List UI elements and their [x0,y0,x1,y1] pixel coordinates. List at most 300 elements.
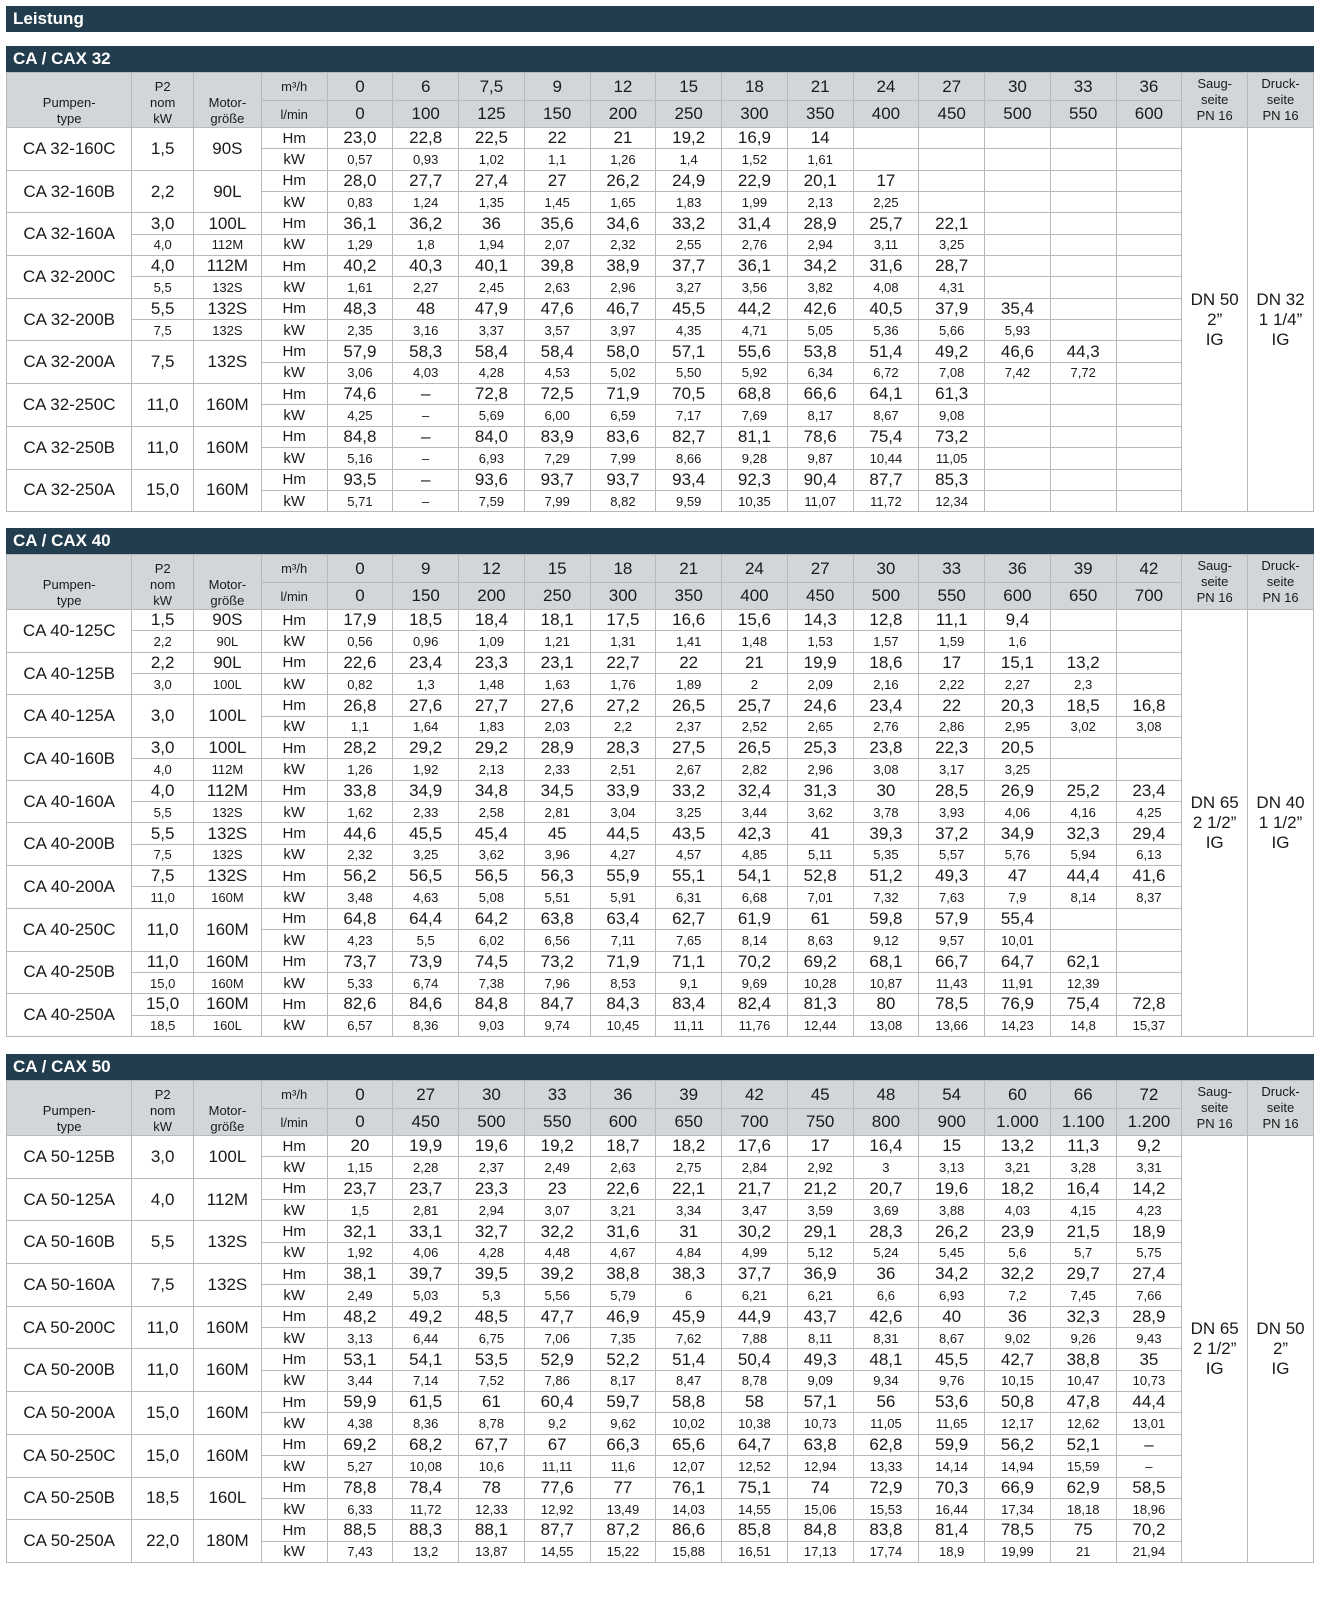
flow-m3h: 21 [656,555,722,583]
power-value: 1,48 [459,674,525,695]
power-value: 1,26 [327,759,393,780]
unit-hm: Hm [261,908,327,929]
power-value: 4,63 [393,887,459,908]
column-header-discharge: Druck- seite PN 16 [1248,555,1314,610]
power-value [1050,320,1116,341]
power-value: 4,27 [590,844,656,865]
motor-size-alt: 132S [193,277,261,298]
unit-kw: kW [261,1157,327,1178]
power-value [1050,277,1116,298]
head-value: 21,5 [1050,1221,1116,1242]
power-value: 4,23 [327,930,393,951]
unit-hm: Hm [261,1520,327,1541]
unit-hm: Hm [261,384,327,405]
head-value: 39,2 [524,1264,590,1285]
power-value: 13,33 [853,1456,919,1477]
discharge-connection: DN 50 2” IG [1248,1136,1314,1563]
power-value: 13,66 [919,1015,985,1036]
power-value: 3,21 [590,1200,656,1221]
head-value: 32,1 [327,1221,393,1242]
power-value: 15,53 [853,1498,919,1519]
motor-size: 180M [193,1520,261,1563]
flow-lmin: 250 [656,101,722,128]
head-value: 40,2 [327,256,393,277]
flow-lmin: 400 [853,101,919,128]
flow-lmin: 1.000 [985,1109,1051,1136]
column-header-pump-type: Pumpen- type [7,1081,132,1136]
head-value: 58,8 [656,1392,722,1413]
power-value: 17,13 [787,1541,853,1562]
power-value: 4,28 [459,1242,525,1263]
power-value: 11,43 [919,972,985,993]
power-value: 8,17 [787,405,853,426]
pump-name: CA 40-125C [7,610,132,653]
power-value: 7,01 [787,887,853,908]
power-value: 4,35 [656,320,722,341]
head-value: 58,3 [393,341,459,362]
table-row [7,234,1314,255]
head-value: 77 [590,1477,656,1498]
unit-hm: Hm [261,298,327,319]
head-value: 55,6 [722,341,788,362]
head-value: 58,0 [590,341,656,362]
flow-lmin: 200 [590,101,656,128]
head-value: 61,3 [919,384,985,405]
motor-size-alt: 112M [193,759,261,780]
head-value: 18,6 [853,652,919,673]
head-value: 32,2 [524,1221,590,1242]
head-value: 31,4 [722,213,788,234]
unit-kw: kW [261,1498,327,1519]
head-value: 32,2 [985,1264,1051,1285]
head-value: 57,9 [327,341,393,362]
motor-size: 90S [193,610,261,631]
head-value: 59,9 [919,1434,985,1455]
unit-lmin: l/min [261,583,327,610]
head-value: 40 [919,1306,985,1327]
head-value: 37,7 [722,1264,788,1285]
power-value: 1,24 [393,192,459,213]
column-header-p2: P2 nom kW [132,1081,194,1136]
flow-m3h: 36 [590,1081,656,1109]
head-value: 81,1 [722,426,788,447]
motor-size: 132S [193,1221,261,1264]
flow-m3h: 45 [787,1081,853,1109]
motor-size-alt: 132S [193,320,261,341]
head-value: 53,8 [787,341,853,362]
head-value: 22,3 [919,738,985,759]
power-value: 1,64 [393,716,459,737]
table-row [7,1392,1314,1413]
power-value: 2,49 [524,1157,590,1178]
head-value: 29,7 [1050,1264,1116,1285]
head-value [1116,213,1182,234]
motor-size: 160M [193,1306,261,1349]
head-value: 30,2 [722,1221,788,1242]
power-value: 10,28 [787,972,853,993]
head-value: 21,7 [722,1178,788,1199]
p2-value-alt: 3,0 [132,674,194,695]
head-value: 15 [919,1136,985,1157]
head-value: 14,2 [1116,1178,1182,1199]
head-value: 21,2 [787,1178,853,1199]
flow-lmin: 0 [327,101,393,128]
power-value: 1,53 [787,631,853,652]
unit-m3h: m³/h [261,555,327,583]
power-value: 3,56 [722,277,788,298]
power-value [1116,972,1182,993]
head-value: 65,6 [656,1434,722,1455]
p2-value-alt: 11,0 [132,887,194,908]
head-value: 39,3 [853,823,919,844]
power-value: 3,04 [590,802,656,823]
power-value: 12,34 [919,490,985,511]
head-value: 46,6 [985,341,1051,362]
head-value: 74 [787,1477,853,1498]
power-value: 2,52 [722,716,788,737]
power-value: 1,5 [327,1200,393,1221]
flow-lmin: 550 [919,583,985,610]
power-value: 3,08 [1116,716,1182,737]
head-value: 42,6 [853,1306,919,1327]
power-value: 1,1 [327,716,393,737]
power-value: 1,48 [722,631,788,652]
power-value: 16,51 [722,1541,788,1562]
unit-kw: kW [261,631,327,652]
head-value: 26,9 [985,780,1051,801]
head-value: 28,5 [919,780,985,801]
table-row [7,1178,1314,1199]
unit-kw: kW [261,320,327,341]
head-value [1116,469,1182,490]
power-value [1116,234,1182,255]
power-value: 9,34 [853,1370,919,1391]
unit-kw: kW [261,674,327,695]
head-value: 40,3 [393,256,459,277]
head-value: 11,3 [1050,1136,1116,1157]
power-value: 1,83 [656,192,722,213]
head-value: 66,7 [919,951,985,972]
section-title: CA / CAX 32 [6,46,1314,72]
power-value: 7,29 [524,448,590,469]
power-value: 1,4 [656,149,722,170]
power-value: 11,05 [919,448,985,469]
head-value: 81,4 [919,1520,985,1541]
flow-lmin: 450 [393,1109,459,1136]
pump-name: CA 40-250A [7,994,132,1037]
flow-m3h: 12 [590,73,656,101]
power-value: 7,08 [919,362,985,383]
power-value: 1,52 [722,149,788,170]
head-value: 23,0 [327,128,393,149]
head-value: 75,4 [853,426,919,447]
head-value: 64,2 [459,908,525,929]
power-value: 6,74 [393,972,459,993]
power-value: 7,86 [524,1370,590,1391]
head-value: 92,3 [722,469,788,490]
motor-size: 160M [193,1392,261,1435]
power-value: 0,56 [327,631,393,652]
head-value: 28,0 [327,170,393,191]
unit-hm: Hm [261,1178,327,1199]
power-value: 0,96 [393,631,459,652]
head-value [1116,652,1182,673]
power-value: 9,59 [656,490,722,511]
power-value: 6,34 [787,362,853,383]
power-value: 3,59 [787,1200,853,1221]
head-value: 40,5 [853,298,919,319]
head-value: 44,6 [327,823,393,844]
motor-size: 132S [193,823,261,844]
head-value: 34,6 [590,213,656,234]
unit-kw: kW [261,1456,327,1477]
head-value: 93,5 [327,469,393,490]
power-value: 4,23 [1116,1200,1182,1221]
column-header-pump-type: Pumpen- type [7,555,132,610]
flow-lmin: 350 [656,583,722,610]
table-row [7,1015,1314,1036]
power-value: 6 [656,1285,722,1306]
power-value [1050,759,1116,780]
pump-name: CA 50-250B [7,1477,132,1520]
power-value: 1,65 [590,192,656,213]
head-value [919,170,985,191]
power-value: 3,78 [853,802,919,823]
pump-name: CA 32-200C [7,256,132,299]
power-value: 18,96 [1116,1498,1182,1519]
power-value: 3,21 [985,1157,1051,1178]
head-value: 78,8 [327,1477,393,1498]
power-value: 13,87 [459,1541,525,1562]
pump-name: CA 32-160A [7,213,132,256]
head-value: 41 [787,823,853,844]
motor-size: 160M [193,384,261,427]
power-value: 5,75 [1116,1242,1182,1263]
power-value: 1,21 [524,631,590,652]
unit-kw: kW [261,277,327,298]
table-row [7,802,1314,823]
power-value: 6,72 [853,362,919,383]
table-row [7,170,1314,191]
head-value: 84,0 [459,426,525,447]
head-value [1116,298,1182,319]
head-value: 88,1 [459,1520,525,1541]
head-value: 23,3 [459,1178,525,1199]
power-value: 18,9 [919,1541,985,1562]
head-value: 61,9 [722,908,788,929]
head-value: 18,5 [393,610,459,631]
power-value: 14,23 [985,1015,1051,1036]
head-value: 32,3 [1050,1306,1116,1327]
power-value: 1,61 [327,277,393,298]
power-value: 5,16 [327,448,393,469]
head-value: 44,4 [1116,1392,1182,1413]
unit-hm: Hm [261,1392,327,1413]
head-value: 31,3 [787,780,853,801]
head-value: 14,3 [787,610,853,631]
head-value: 23,3 [459,652,525,673]
power-value: 5,91 [590,887,656,908]
head-value: 45,9 [656,1306,722,1327]
head-value: 47,9 [459,298,525,319]
performance-table [6,1080,1314,1563]
head-value: 20,1 [787,170,853,191]
flow-m3h: 48 [853,1081,919,1109]
power-value: 2,03 [524,716,590,737]
power-value: 9,1 [656,972,722,993]
pump-name: CA 32-250B [7,426,132,469]
power-value: 1,92 [393,759,459,780]
head-value: 59,8 [853,908,919,929]
p2-value: 11,0 [132,426,194,469]
head-value: 73,2 [524,951,590,972]
head-value: 82,7 [656,426,722,447]
pump-name: CA 50-160A [7,1264,132,1307]
flow-m3h: 42 [722,1081,788,1109]
p2-value: 7,5 [132,1264,194,1307]
head-value: 18,2 [656,1136,722,1157]
p2-value: 15,0 [132,1392,194,1435]
column-header-motor: Motor- größe [193,1081,261,1136]
flow-m3h: 18 [590,555,656,583]
power-value: 3,69 [853,1200,919,1221]
power-value: 1,15 [327,1157,393,1178]
head-value: 33,9 [590,780,656,801]
power-value: 11,76 [722,1015,788,1036]
head-value: 58,4 [459,341,525,362]
head-value: 49,2 [393,1306,459,1327]
pump-name: CA 40-125A [7,695,132,738]
unit-hm: Hm [261,823,327,844]
motor-size: 160M [193,426,261,469]
flow-lmin: 0 [327,583,393,610]
head-value: 51,2 [853,866,919,887]
head-value: 34,5 [524,780,590,801]
power-value: 2,45 [459,277,525,298]
head-value: 93,6 [459,469,525,490]
p2-value-alt: 4,0 [132,234,194,255]
p2-value: 4,0 [132,256,194,277]
motor-size-alt: 112M [193,234,261,255]
power-value: 2,96 [787,759,853,780]
power-value: 21,94 [1116,1541,1182,1562]
power-value: 6,44 [393,1328,459,1349]
head-value: 23,4 [393,652,459,673]
power-value: 1,76 [590,674,656,695]
table-row [7,341,1314,362]
power-value: 9,2 [524,1413,590,1434]
head-value: 27,5 [656,738,722,759]
power-value: 2,3 [1050,674,1116,695]
power-value [919,192,985,213]
head-value: 17 [787,1136,853,1157]
power-value: 4,25 [1116,802,1182,823]
head-value [1116,738,1182,759]
power-value: 2,09 [787,674,853,695]
power-value: 7,2 [985,1285,1051,1306]
power-value: 5,56 [524,1285,590,1306]
flow-m3h: 30 [985,73,1051,101]
head-value: 27,6 [524,695,590,716]
head-value: 43,7 [787,1306,853,1327]
table-row [7,610,1314,631]
power-value: 9,74 [524,1015,590,1036]
head-value [919,128,985,149]
head-value: 47,8 [1050,1392,1116,1413]
flow-m3h: 42 [1116,555,1182,583]
pump-name: CA 32-250C [7,384,132,427]
head-value: 18,7 [590,1136,656,1157]
p2-value: 2,2 [132,652,194,673]
power-value: 4,48 [524,1242,590,1263]
unit-kw: kW [261,716,327,737]
head-value: 37,9 [919,298,985,319]
p2-value: 1,5 [132,128,194,171]
power-value: 7,65 [656,930,722,951]
power-value: 8,14 [722,930,788,951]
power-value: 3,27 [656,277,722,298]
power-value: 3,25 [656,802,722,823]
table-row [7,972,1314,993]
power-value: 3,44 [722,802,788,823]
flow-m3h: 36 [1116,73,1182,101]
power-value: 8,14 [1050,887,1116,908]
power-value: 7,63 [919,887,985,908]
flow-m3h: 0 [327,1081,393,1109]
head-value: 19,2 [656,128,722,149]
table-row [7,256,1314,277]
pump-name: CA 40-200A [7,866,132,909]
pump-name: CA 50-200A [7,1392,132,1435]
head-value: 70,2 [722,951,788,972]
power-value: 5,7 [1050,1242,1116,1263]
head-value: 58,5 [1116,1477,1182,1498]
power-value: 3,48 [327,887,393,908]
table-row [7,674,1314,695]
power-value: 3,02 [1050,716,1116,737]
head-value: 66,9 [985,1477,1051,1498]
p2-value: 22,0 [132,1520,194,1563]
motor-size: 112M [193,256,261,277]
head-value: 34,8 [459,780,525,801]
head-value: 9,2 [1116,1136,1182,1157]
power-value [1116,759,1182,780]
head-value: 22,8 [393,128,459,149]
motor-size: 112M [193,780,261,801]
power-value: 4,84 [656,1242,722,1263]
head-value: 32,4 [722,780,788,801]
power-value: 7,42 [985,362,1051,383]
power-value: 9,09 [787,1370,853,1391]
table-row [7,1520,1314,1541]
unit-hm: Hm [261,1349,327,1370]
performance-table [6,72,1314,512]
power-value: 4,08 [853,277,919,298]
head-value: 68,1 [853,951,919,972]
head-value: 61 [459,1392,525,1413]
power-value: 5,69 [459,405,525,426]
p2-value-alt: 18,5 [132,1015,194,1036]
p2-value: 2,2 [132,170,194,213]
head-value: 68,2 [393,1434,459,1455]
p2-value: 18,5 [132,1477,194,1520]
unit-m3h: m³/h [261,73,327,101]
head-value: 44,5 [590,823,656,844]
power-value: 8,67 [853,405,919,426]
head-value: 48,1 [853,1349,919,1370]
head-value: 47 [985,866,1051,887]
power-value: 2,33 [393,802,459,823]
